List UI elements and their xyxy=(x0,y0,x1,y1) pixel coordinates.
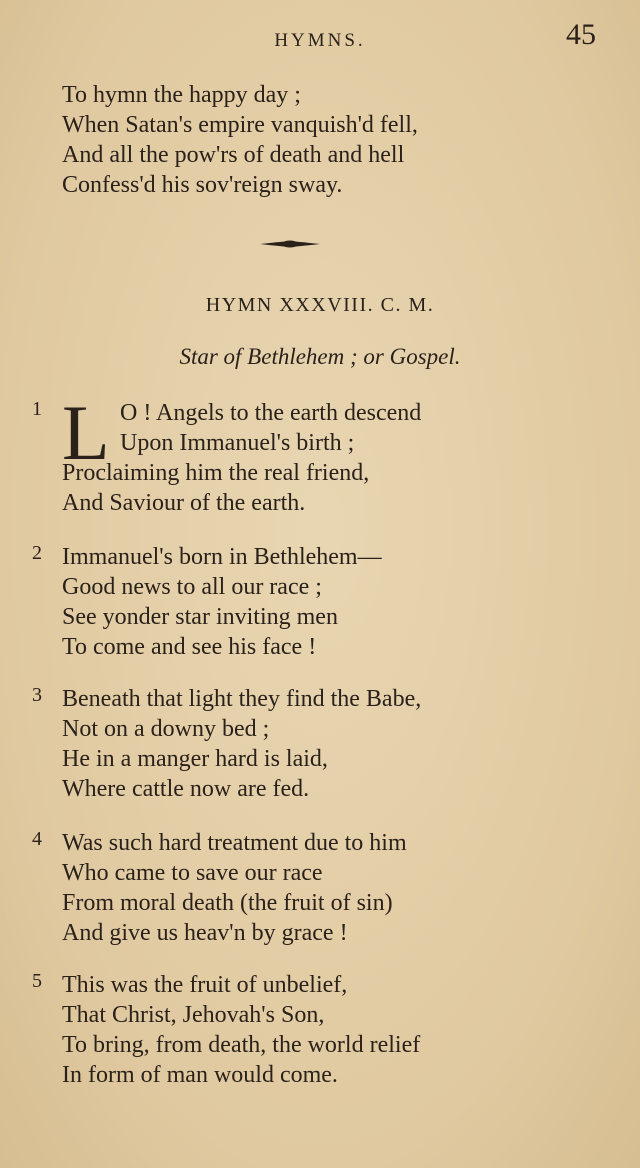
verse-line: Proclaiming him the real friend, xyxy=(62,460,370,486)
verse-5 xyxy=(32,970,421,1090)
verse-1 xyxy=(32,389,422,518)
verse-line: Upon Immanuel's birth ; xyxy=(120,430,355,456)
verse-number: 2 xyxy=(32,542,42,564)
hymn-subtitle: Star of Bethlehem ; or Gospel. xyxy=(179,344,461,369)
continuation-line: Confess'd his sov'reign sway. xyxy=(62,172,343,198)
verse-3 xyxy=(32,684,422,804)
running-head: HYMNS. xyxy=(274,30,366,51)
verse-line: This was the fruit of unbelief, xyxy=(62,972,348,998)
verse-line: In form of man would come. xyxy=(62,1062,338,1088)
verse-4 xyxy=(32,828,407,948)
continuation-line: To hymn the happy day ; xyxy=(62,82,301,108)
verse-line: Good news to all our race ; xyxy=(62,574,322,600)
verse-line: Beneath that light they find the Babe, xyxy=(62,686,422,712)
verse-number: 1 xyxy=(32,398,42,420)
verse-line: To bring, from death, the world relief xyxy=(62,1032,421,1058)
verse-line: And Saviour of the earth. xyxy=(62,490,306,516)
verse-line: Who came to save our race xyxy=(62,860,323,886)
verse-line: O ! Angels to the earth descend xyxy=(120,400,422,426)
verse-line: Immanuel's born in Bethlehem— xyxy=(62,544,382,570)
verse-2 xyxy=(32,542,382,662)
continuation-line: When Satan's empire vanquish'd fell, xyxy=(62,112,418,138)
verse-number: 3 xyxy=(32,684,42,706)
verse-line: Was such hard treatment due to him xyxy=(62,830,407,856)
verse-number: 4 xyxy=(32,828,42,850)
verse-number: 5 xyxy=(32,970,42,992)
section-divider-ornament xyxy=(258,236,322,252)
previous-hymn-ending xyxy=(62,80,418,200)
continuation-line: And all the pow'rs of death and hell xyxy=(62,142,405,168)
verse-line: To come and see his face ! xyxy=(62,634,317,660)
verse-line: See yonder star inviting men xyxy=(62,604,338,630)
verse-line: And give us heav'n by grace ! xyxy=(62,920,348,946)
drop-cap: L xyxy=(62,389,110,476)
verse-line: That Christ, Jehovah's Son, xyxy=(62,1002,325,1028)
page-number: 45 xyxy=(566,18,596,51)
verse-line: Where cattle now are fed. xyxy=(62,776,310,802)
verse-line: Not on a downy bed ; xyxy=(62,716,270,742)
verse-line: From moral death (the fruit of sin) xyxy=(62,890,393,916)
hymn-title: HYMN XXXVIII. C. M. xyxy=(205,294,435,316)
verse-line: He in a manger hard is laid, xyxy=(62,746,328,772)
